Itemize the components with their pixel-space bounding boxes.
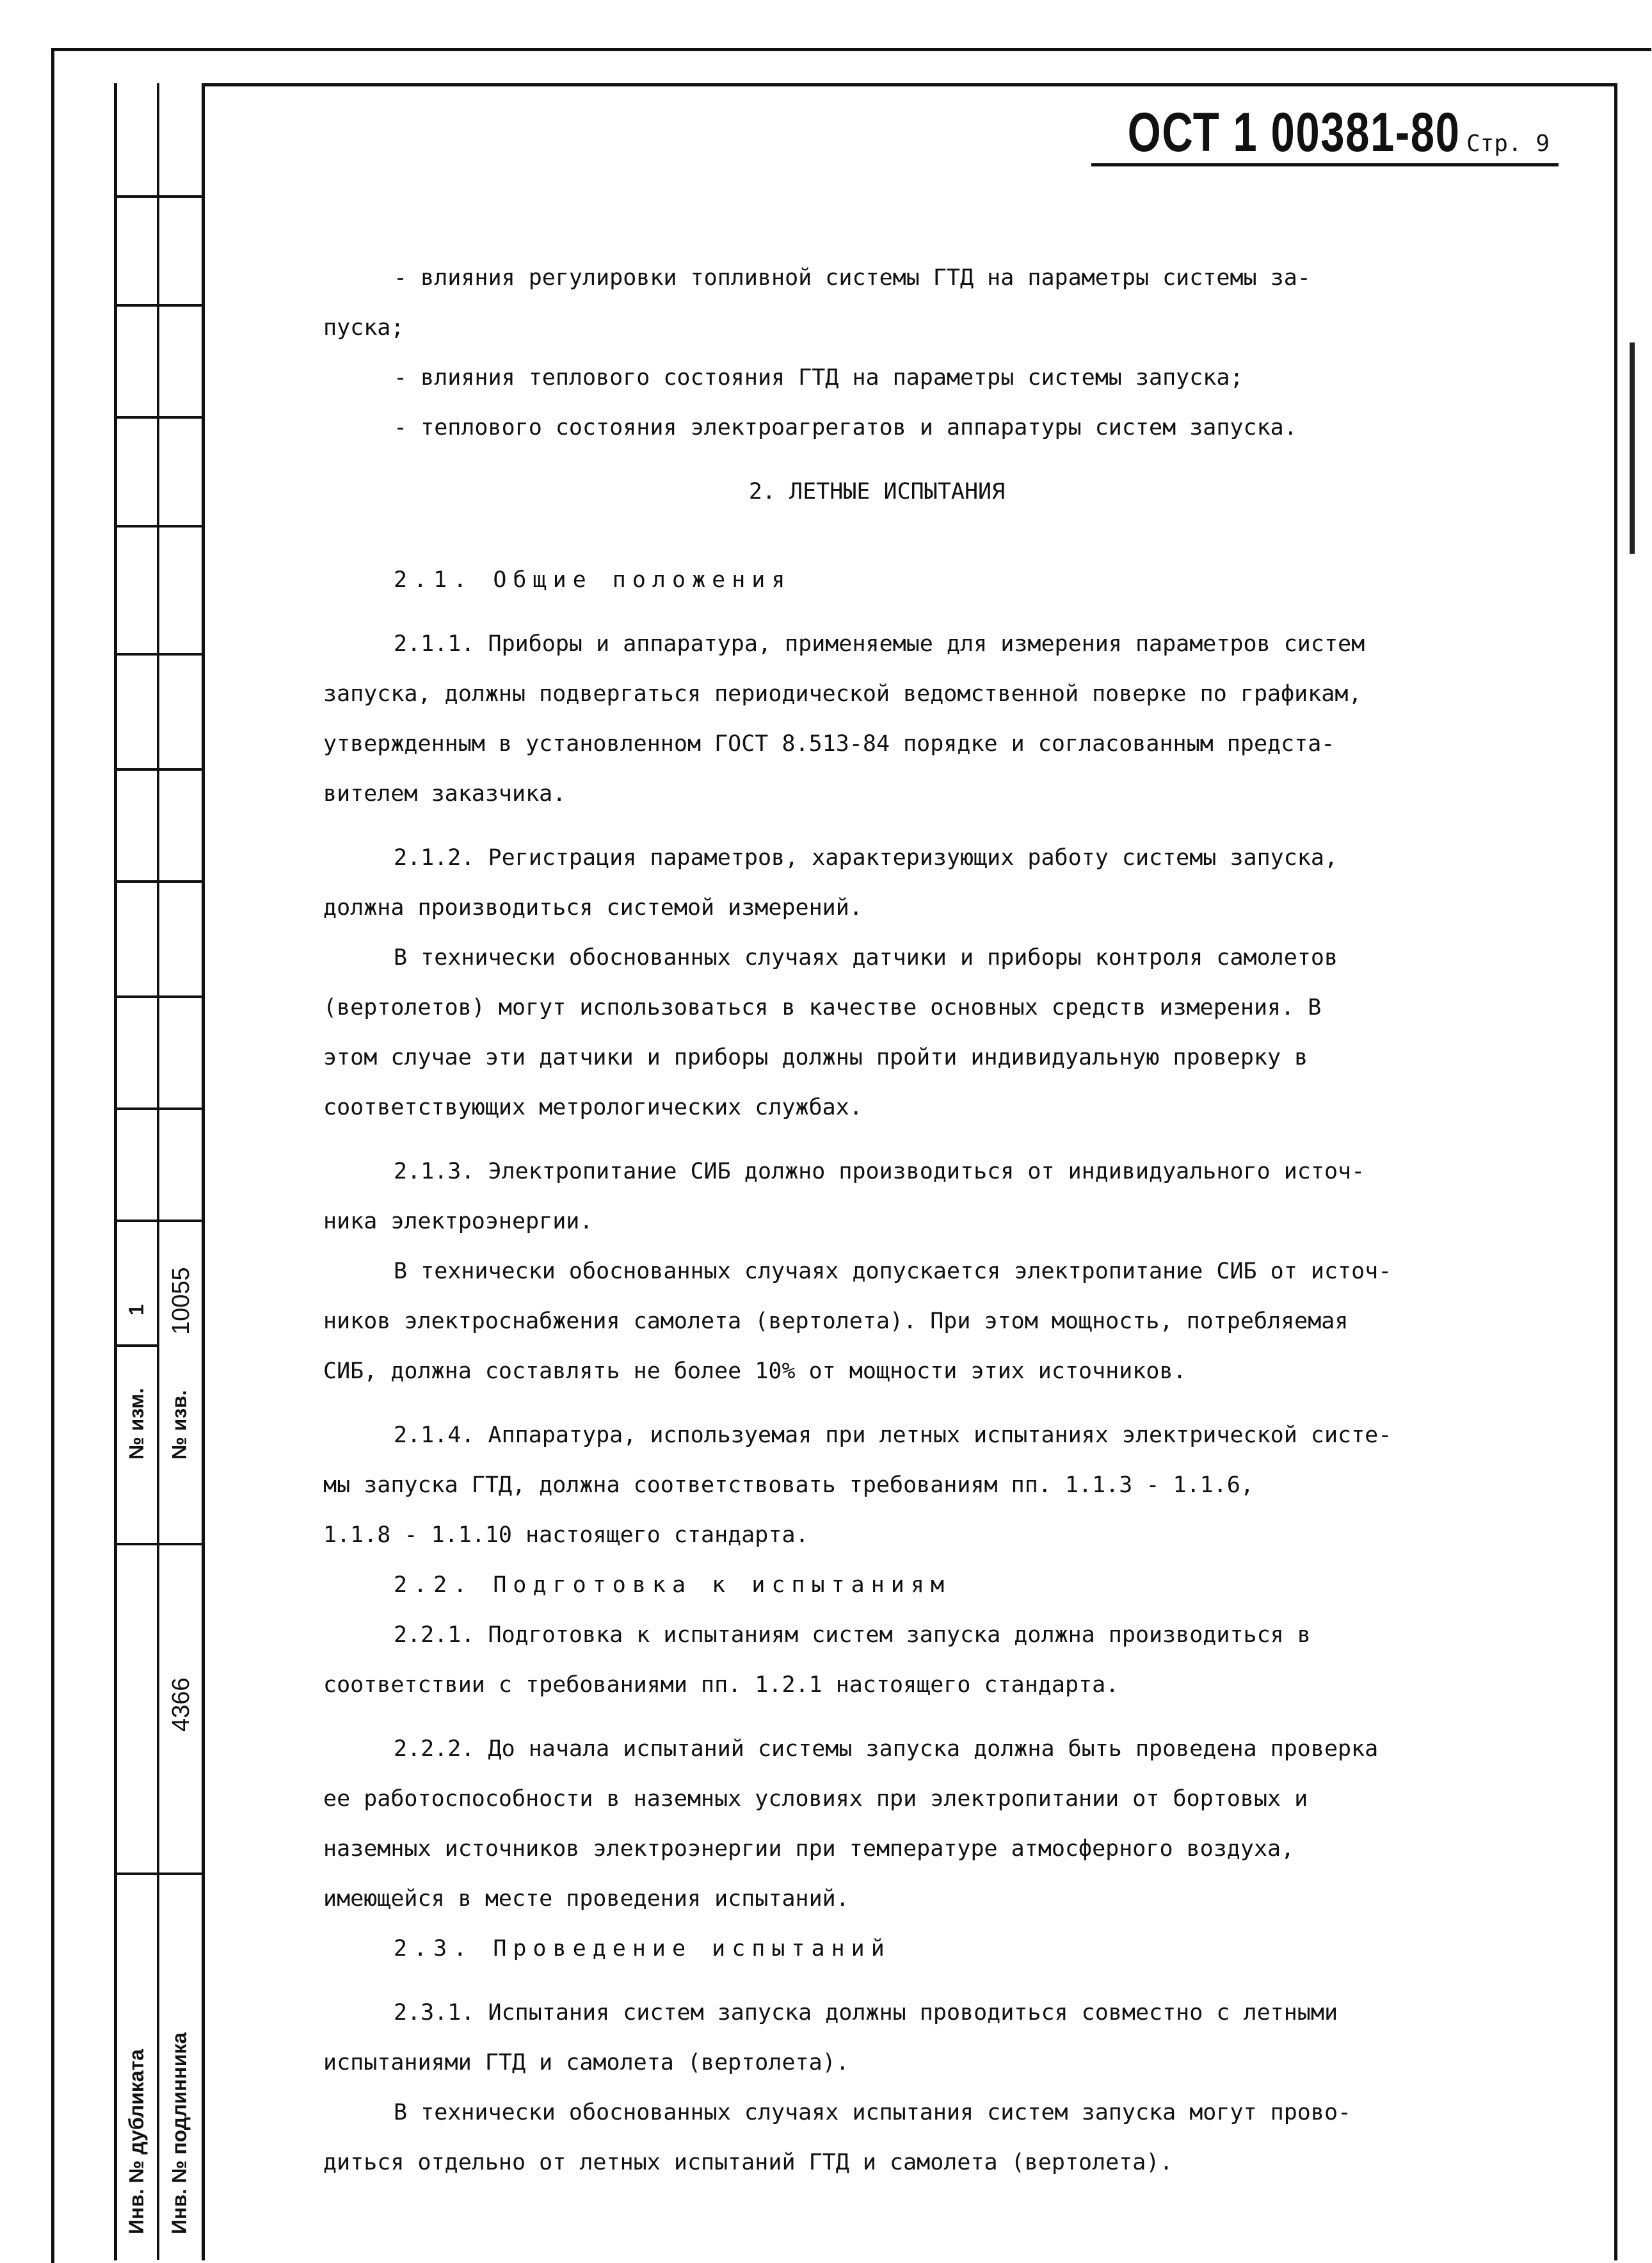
scan-edge-mark [1630,342,1635,554]
body-line: 2.1.4. Аппаратура, используемая при летных испытаниях электрической систе- [394,1422,1392,1448]
body-line: - влияния теплового состояния ГТД на параметры системы запуска; [394,365,1244,391]
strip-hline [114,1107,202,1110]
body-line: соответствии с требованиями пп. 1.2.1 настоящего стандарта. [323,1672,1119,1698]
strip-hline [114,304,202,307]
body-line: 1.1.8 - 1.1.10 настоящего стандарта. [323,1522,809,1548]
body-line: 2.1.3. Электропитание СИБ должно производиться от индивидуального источ- [394,1159,1365,1184]
strip-hline [114,1344,159,1347]
body-line: имеющейся в месте проведения испытаний. [323,1886,849,1912]
body-line: 2.2.2. До начала испытаний системы запуска должна быть проведена проверка [394,1736,1379,1762]
strip-divider-upper [157,83,159,1549]
notice-no-label: № изв. [168,1390,191,1460]
body-line: В технически обоснованных случаях испытания систем запуска могут прово- [394,2100,1352,2125]
body-line: этом случае эти датчики и приборы должны пройти индивидуальную проверку в [323,1045,1308,1070]
strip-hline [114,525,202,527]
notice-no-value: 10055 [168,1267,195,1335]
body-line: (вертолетов) могут использоваться в качестве основных средств измерения. В [323,995,1322,1020]
rev-no-value: 1 [125,1304,148,1316]
body-line: ников электроснабжения самолета (вертолета). При этом мощность, потребляемая [323,1309,1349,1334]
body-line: 2.2.1. Подготовка к испытаниям систем запуска должна производиться в [394,1622,1311,1648]
document-body [323,253,1507,2187]
subsection-heading: 2.3. Проведение испытаний [394,1936,891,1961]
strip-hline [114,995,202,998]
body-line: соответствующих метрологических службах. [323,1095,863,1120]
rev-no-label: № изм. [125,1388,148,1460]
strip-hline [114,880,202,883]
original-inv-label: Инв. № подлинника [168,2032,191,2234]
strip-divider-lower [157,1543,159,2260]
body-line: СИБ, должна составлять не более 10% от мощности этих источников. [323,1358,1187,1384]
doc-code: ОСТ 1 00381-80 [1127,102,1460,163]
body-line: наземных источников электроэнергии при температуре атмосферного воздуха, [323,1836,1295,1862]
body-line: - влияния регулировки топливной системы ГТД на параметры системы за- [394,265,1311,291]
strip-hline [114,1220,202,1222]
body-line: В технически обоснованных случаях датчики и приборы контроля самолетов [394,945,1338,970]
strip-hline [114,768,202,771]
body-line: 2.1.2. Регистрация параметров, характеризующих работу системы запуска, [394,845,1338,871]
page-number: Стр. 9 [1466,131,1550,157]
body-line: 2.3.1. Испытания систем запуска должны проводиться совместно с летными [394,2000,1338,2025]
body-line: утвержденным в установленном ГОСТ 8.513-84 порядке и согласованным предста- [323,731,1335,757]
subsection-heading: 2.2. Подготовка к испытаниям [394,1572,951,1598]
body-line: испытаниями ГТД и самолета (вертолета). [323,2050,849,2075]
strip-hline [114,653,202,656]
body-line: В технически обоснованных случаях допускается электропитание СИБ от источ- [394,1259,1392,1284]
duplicate-inv-label: Инв. № дубликата [125,2049,148,2234]
body-line: запуска, должны подвергаться периодической ведомственной поверке по графикам, [323,681,1362,707]
strip-hline [114,195,202,198]
strip-hline [114,1543,202,1545]
body-line: пуска; [323,315,405,341]
body-line: должна производиться системой измерений. [323,895,863,921]
body-line: ее работоспособности в наземных условиях при электропитании от бортовых и [323,1786,1308,1812]
header-underline [1091,163,1559,166]
strip-hline [114,1872,202,1875]
strip-border [114,83,117,2260]
section-heading: 2. ЛЕТНЫЕ ИСПЫТАНИЯ [748,479,1006,504]
body-line: вителем заказчика. [323,781,566,807]
strip-hline [114,416,202,419]
body-line: диться отдельно от летных испытаний ГТД и самолета (вертолета). [323,2150,1173,2175]
page-header [1034,101,1550,165]
subsection-heading: 2.1. Общие положения [394,567,792,593]
body-line: мы запуска ГТД, должна соответствовать требованиям пп. 1.1.3 - 1.1.6, [323,1472,1254,1498]
body-line: - теплового состояния электроагрегатов и аппаратуры систем запуска. [394,415,1297,440]
original-inv-value: 4366 [168,1677,195,1732]
body-line: ника электроэнергии. [323,1209,593,1234]
body-line: 2.1.1. Приборы и аппаратура, применяемые для измерения параметров систем [394,631,1365,657]
